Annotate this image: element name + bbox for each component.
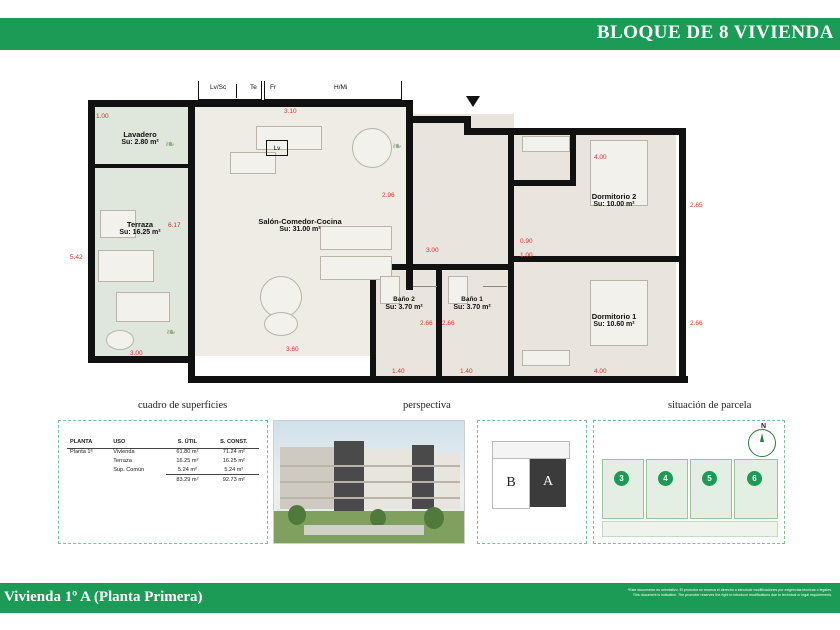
dim-bano1-vert: 2.66 xyxy=(442,320,455,327)
block-key-panel xyxy=(477,420,587,544)
dim-mid-300: 3.00 xyxy=(426,247,439,254)
wall-dorm2-left xyxy=(508,128,514,264)
plant-icon-2: ❧ xyxy=(166,325,177,339)
furniture-pouf xyxy=(264,312,298,336)
furniture-sofa xyxy=(98,250,154,282)
dim-left-617: 6.17 xyxy=(168,222,181,229)
building-dark-2 xyxy=(412,445,434,509)
dim-salon-vert: 2.96 xyxy=(382,192,395,199)
furniture-closet-dorm1 xyxy=(522,350,570,366)
dim-bano2-vert: 2.66 xyxy=(420,320,433,327)
room-label-salon: Salón-Comedor-Cocina Su: 31.00 m² xyxy=(258,217,342,234)
building-center xyxy=(364,449,412,509)
page-title: BLOQUE DE 8 VIVIENDA xyxy=(596,22,834,43)
tag-box-top-2 xyxy=(198,81,262,100)
disclaimer-en: This document is indicative. The promoter reserves the right to introduce modifications due to technical or legal requirements. xyxy=(632,593,832,598)
plot-badge-3: 3 xyxy=(614,471,629,486)
tag-hmi: H/Mi xyxy=(334,84,348,91)
floor-plan xyxy=(70,80,710,400)
plot-badge-5: 5 xyxy=(702,471,717,486)
north-label: N xyxy=(760,423,766,430)
table-row: Planta 1ª Vivienda 61.80 m² 71.24 m² xyxy=(70,448,245,455)
compass-icon xyxy=(748,429,776,457)
dim-dorm1-bottom: 4.00 xyxy=(594,368,607,375)
dim-dorm2-vert: 2.65 xyxy=(690,202,703,209)
tag-te: Te xyxy=(250,84,257,91)
wall-left xyxy=(88,100,95,362)
wall-dorm1-top xyxy=(514,256,680,262)
tag-lv-box xyxy=(266,140,288,156)
plot-cell-3 xyxy=(602,459,644,519)
wall-top-left xyxy=(88,100,410,107)
plant-icon-3: ❧ xyxy=(392,139,403,153)
tree-3 xyxy=(424,507,444,529)
block-a: A xyxy=(530,457,566,507)
room-label-bano1: Baño 1 Su: 3.70 m² xyxy=(453,296,491,312)
wall-closet-dorm2 xyxy=(570,128,576,184)
plant-icon-1: ❧ xyxy=(165,137,176,151)
surfaces-table xyxy=(67,437,259,484)
room-label-lavadero: Lavadero Su: 2.80 m² xyxy=(121,130,159,147)
tag-lvsc: Lv/Sc xyxy=(210,84,227,91)
wall-bottom xyxy=(188,376,688,383)
wall-seg-2 xyxy=(406,116,470,123)
furniture-dining-table xyxy=(352,128,392,168)
parcel-map-panel xyxy=(593,420,785,544)
surfaces-panel xyxy=(58,420,268,544)
building-left xyxy=(280,447,334,509)
dim-top-left: 1.00 xyxy=(96,113,109,120)
wall-closet-dorm2-b xyxy=(514,180,576,186)
balcony-line-1 xyxy=(280,465,460,467)
disclaimer xyxy=(542,588,832,599)
col-const: S. CONST. xyxy=(220,439,248,445)
dim-door-090: 0.90 xyxy=(520,238,533,245)
dim-left-542: 5.42 xyxy=(70,254,83,261)
room-label-dorm1: Dormitorio 1 Su: 10.60 m² xyxy=(591,312,637,329)
wall-bano1-right xyxy=(508,264,514,376)
col-planta: PLANTA xyxy=(70,439,93,445)
table-header-row xyxy=(67,437,259,447)
table-header-rule xyxy=(67,448,259,449)
total-util: 83.29 m² xyxy=(166,475,208,485)
header-band xyxy=(0,18,840,50)
table-row: Terraza 16.25 m² 16.25 m² xyxy=(113,457,245,464)
plot-cell-4 xyxy=(646,459,688,519)
plot-badge-4: 4 xyxy=(658,471,673,486)
dim-dorm2-top: 4.00 xyxy=(594,154,607,161)
perspective-image xyxy=(273,420,465,544)
col-uso: USO xyxy=(113,439,126,445)
street-strip xyxy=(602,521,778,537)
room-label-terraza: Terraza Su: 16.25 m² xyxy=(119,220,161,237)
disclaimer-es: *Este documento es orientativo. El promotor se reserva el derecho a introducir modificaciones por exigencias técnicas o legales. xyxy=(627,588,832,592)
door-bano2 xyxy=(413,286,437,287)
furniture-closet-dorm2 xyxy=(522,136,570,152)
furniture-sofa-2 xyxy=(116,292,170,322)
entrance-arrow-icon xyxy=(466,96,480,107)
wall-salon-right xyxy=(406,100,413,290)
building-dark-1 xyxy=(334,441,364,511)
dim-bano2-bottom: 1.40 xyxy=(392,368,405,375)
block-b: B xyxy=(492,457,530,509)
wall-bano2-left xyxy=(370,264,376,376)
dim-salon-top: 3.10 xyxy=(284,108,297,115)
plot-badge-6: 6 xyxy=(747,471,762,486)
tag-box-top xyxy=(264,81,402,100)
furniture-table-terrace xyxy=(106,330,134,350)
section-title-surfaces: cuadro de superficies xyxy=(138,400,228,411)
wall-terraza-salon xyxy=(188,100,195,362)
tag-fr: Fr xyxy=(270,84,277,91)
dim-bano1-bottom: 1.40 xyxy=(460,368,473,375)
dim-door-100: 1.00 xyxy=(520,252,533,259)
block-roof xyxy=(492,441,570,459)
dim-terraza-bottom: 3.00 xyxy=(130,350,143,357)
total-const: 92.73 m² xyxy=(209,475,259,485)
door-bano1 xyxy=(483,286,507,287)
room-fill-hall xyxy=(406,114,514,286)
table-total-row xyxy=(67,475,259,485)
plot-cell-5 xyxy=(690,459,732,519)
dim-dorm1-vert: 2.66 xyxy=(690,320,703,327)
footer-title: Vivienda 1º A (Planta Primera) xyxy=(4,589,203,605)
path xyxy=(304,525,424,535)
tree-1 xyxy=(288,505,306,525)
section-title-parcel: situación de parcela xyxy=(668,400,752,411)
dim-salon-bottom: 3.60 xyxy=(286,346,299,353)
balcony-line-3 xyxy=(280,497,460,499)
plot-cell-6 xyxy=(734,459,778,519)
table-row: Sup. Común 5.24 m² 5.24 m² xyxy=(113,466,244,473)
wall-bottom-left xyxy=(88,356,195,363)
balcony-line-2 xyxy=(280,481,460,483)
room-label-bano2: Baño 2 Su: 3.70 m² xyxy=(385,296,423,312)
section-title-perspective: perspectiva xyxy=(403,400,451,411)
room-label-dorm2: Dormitorio 2 Su: 10.00 m² xyxy=(591,192,637,209)
tag-lv: Lv xyxy=(273,144,281,152)
wall-lavadero-bottom xyxy=(92,164,188,168)
col-util: S. ÚTIL xyxy=(177,439,198,445)
wall-right xyxy=(679,128,686,378)
